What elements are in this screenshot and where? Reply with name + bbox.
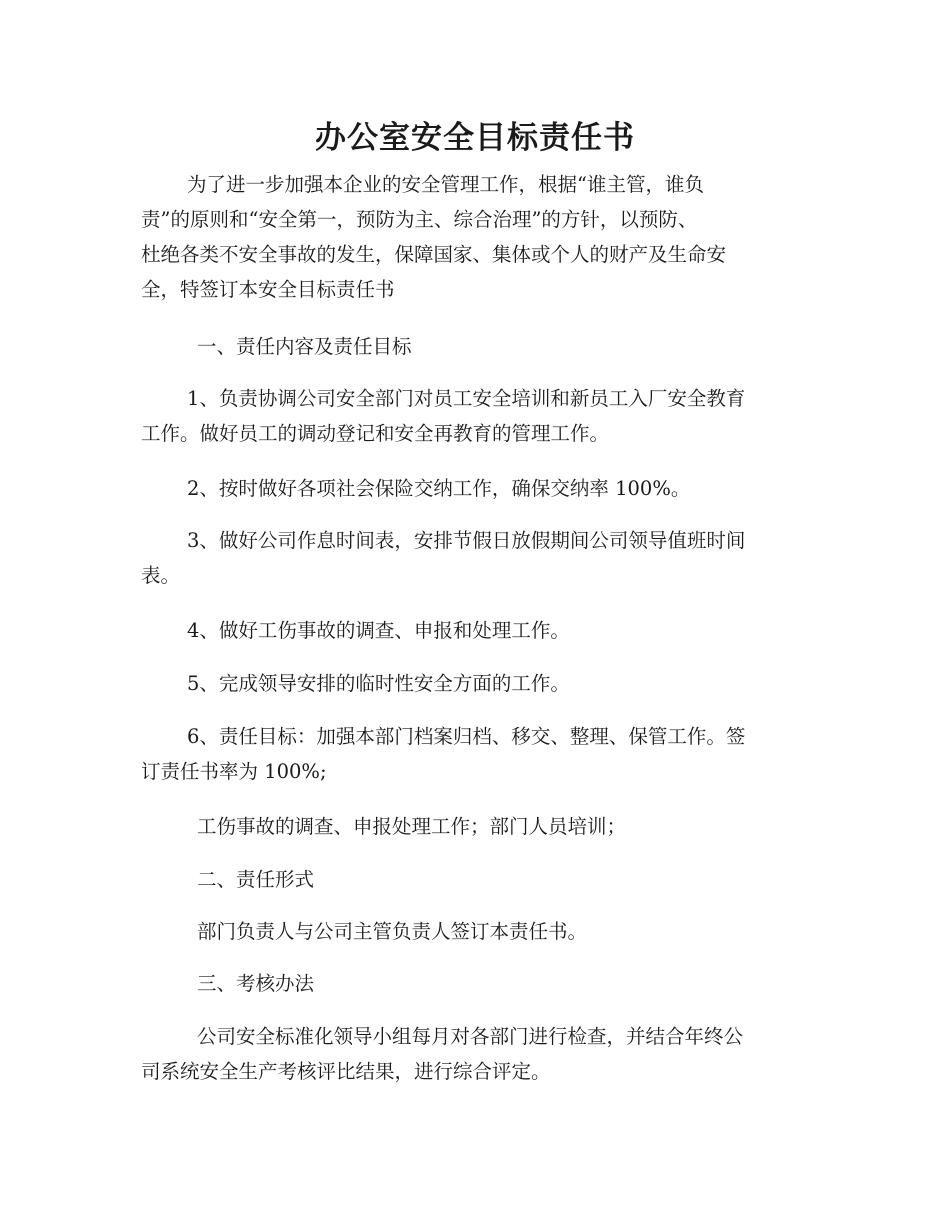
- list-item-line: 1、负责协调公司安全部门对员工安全培训和新员工入厂安全教育: [187, 387, 746, 410]
- section2-heading: [141, 862, 805, 897]
- section2-text: [141, 914, 805, 949]
- list-item: [141, 471, 805, 506]
- section3-line: 司系统安全生产考核评比结果，进行综合评定。: [141, 1060, 551, 1083]
- section1-extra-text: 工伤事故的调查、申报处理工作；部门人员培训；: [197, 815, 627, 838]
- list-item: [141, 666, 805, 701]
- intro-paragraph: [141, 167, 805, 307]
- list-item-line: 6、责任目标：加强本部门档案归档、移交、整理、保管工作。签: [187, 725, 746, 748]
- section2-heading-text: 二、责任形式: [197, 868, 315, 891]
- section1-heading-text: 一、责任内容及责任目标: [197, 335, 412, 358]
- document-title: 办公室安全目标责任书: [315, 120, 635, 156]
- list-item-line: 表。: [141, 564, 181, 587]
- intro-line: 责”的原则和“安全第一，预防为主、综合治理”的方针，以预防、: [141, 208, 698, 231]
- section3-line: 公司安全标准化领导小组每月对各部门进行检查，并结合年终公: [197, 1025, 744, 1048]
- list-item: [141, 523, 805, 593]
- list-item-line: 5、完成领导安排的临时性安全方面的工作。: [187, 672, 570, 695]
- list-item-line: 2、按时做好各项社会保险交纳工作，确保交纳率 100%。: [187, 477, 691, 500]
- intro-line: 全，特签订本安全目标责任书: [141, 278, 395, 301]
- list-item: [141, 719, 805, 789]
- section1-heading: [141, 329, 805, 364]
- intro-line: 杜绝各类不安全事故的发生，保障国家、集体或个人的财产及生命安: [141, 243, 727, 266]
- intro-line: 为了进一步加强本企业的安全管理工作，根据“谁主管，谁负: [187, 173, 704, 196]
- list-item-line: 4、做好工伤事故的调查、申报和处理工作。: [187, 619, 570, 642]
- list-item: [141, 381, 805, 451]
- section3-heading-text: 三、考核办法: [197, 972, 315, 995]
- section3-paragraph: [141, 1019, 805, 1089]
- list-item-line: 订责任书率为 100%;: [141, 760, 327, 783]
- section3-heading: [141, 966, 805, 1001]
- section1-extra: [141, 809, 805, 844]
- list-item-line: 3、做好公司作息时间表，安排节假日放假期间公司领导值班时间: [187, 529, 746, 552]
- list-item-line: 工作。做好员工的调动登记和安全再教育的管理工作。: [141, 422, 610, 445]
- section2-body: 部门负责人与公司主管负责人签订本责任书。: [197, 920, 588, 943]
- list-item: [141, 613, 805, 648]
